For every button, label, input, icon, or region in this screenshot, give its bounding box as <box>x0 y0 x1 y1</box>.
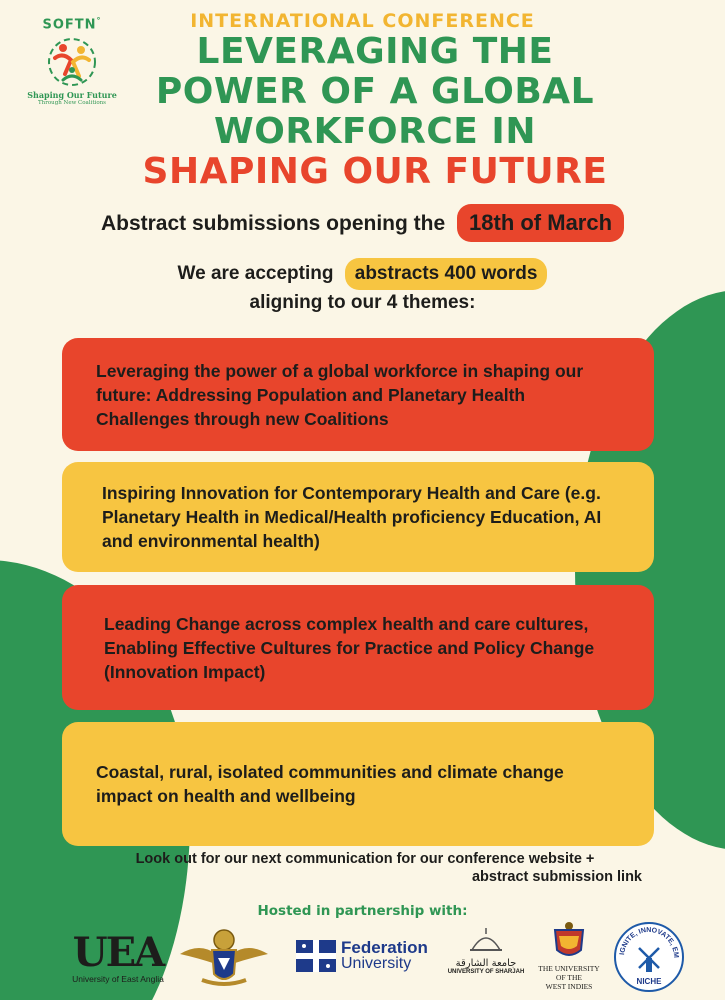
accepting-text: We are accepting <box>177 263 334 284</box>
niche-logo <box>612 920 686 998</box>
uwi-crest-icon <box>547 920 591 960</box>
lookout-line-2: abstract submission link <box>471 869 642 885</box>
accepting-line <box>0 258 725 316</box>
niche-name: NICHE <box>636 977 662 986</box>
title-highlight: SHAPING OUR FUTURE <box>142 151 608 192</box>
theme-text-2: Inspiring Innovation for Contemporary Health and Care (e.g. Planetary Health in Medical/Health proficiency Education, AI and environmental health) <box>102 483 602 551</box>
submission-line <box>0 204 725 242</box>
theme-card-2 <box>62 462 654 572</box>
theme-text-1: Leveraging the power of a global workforce in shaping our future: Addressing Population and Planetary Health Challenges through new Coalitions <box>96 360 584 429</box>
university-of-sharjah-logo <box>446 926 526 975</box>
dome-icon <box>466 926 506 954</box>
theme-card-4 <box>62 722 654 846</box>
sharjah-arabic: جامعة الشارقة <box>455 958 517 969</box>
federation-name-2: University <box>341 955 412 972</box>
title-line-2: POWER OF A GLOBAL <box>155 71 595 112</box>
winged-crest-icon <box>176 924 272 990</box>
uea-logo <box>68 929 168 984</box>
logo-tagline: Shaping Our Future <box>27 90 117 101</box>
theme-text-4: Coastal, rural, isolated communities and climate change impact on health and wellbeing <box>96 762 564 806</box>
logo-name: SOFTN° <box>42 16 102 33</box>
uwi-name-2: OF THE <box>556 973 582 982</box>
uea-mark: UEA <box>72 929 164 976</box>
lookout-line-1: Look out for our next communication for our conference website + <box>135 851 595 867</box>
submission-text: Abstract submissions opening the <box>100 212 446 235</box>
federation-name-1: Federation <box>341 938 428 957</box>
uwi-name-1: THE UNIVERSITY <box>538 964 600 973</box>
federation-university-logo <box>296 940 441 972</box>
logo-subtagline: Through New Coalitions <box>38 100 106 107</box>
word-limit-badge: abstracts 400 words <box>345 258 548 290</box>
uwi-name-3: WEST INDIES <box>545 982 593 991</box>
hosted-heading: Hosted in partnership with: <box>257 903 468 919</box>
niche-ring-text: IGNITE, INNOVATE, EM <box>619 926 680 959</box>
submission-date-badge: 18th of March <box>457 204 624 242</box>
title-line-1: LEVERAGING THE <box>196 31 554 72</box>
theme-card-1 <box>62 338 654 451</box>
uea-name: University of East Anglia <box>72 974 164 984</box>
partner-logos <box>0 920 725 1000</box>
conference-title <box>80 32 670 192</box>
themes-intro: aligning to our 4 themes: <box>249 292 476 313</box>
federation-flag-icon <box>296 940 336 972</box>
title-line-3: WORKFORCE IN <box>214 111 536 152</box>
uwi-logo <box>530 920 608 991</box>
conference-eyebrow: INTERNATIONAL CONFERENCE <box>190 10 535 32</box>
theme-card-3 <box>62 585 654 710</box>
sharjah-english: UNIVERSITY OF SHARJAH <box>447 969 525 975</box>
next-communication-note <box>60 850 660 886</box>
niche-windmill-icon <box>612 920 686 994</box>
military-crest-logo <box>176 924 272 994</box>
theme-text-3: Leading Change across complex health and care cultures, Enabling Effective Cultures for Practice and Policy Change (Innovation Impact) <box>104 613 595 682</box>
